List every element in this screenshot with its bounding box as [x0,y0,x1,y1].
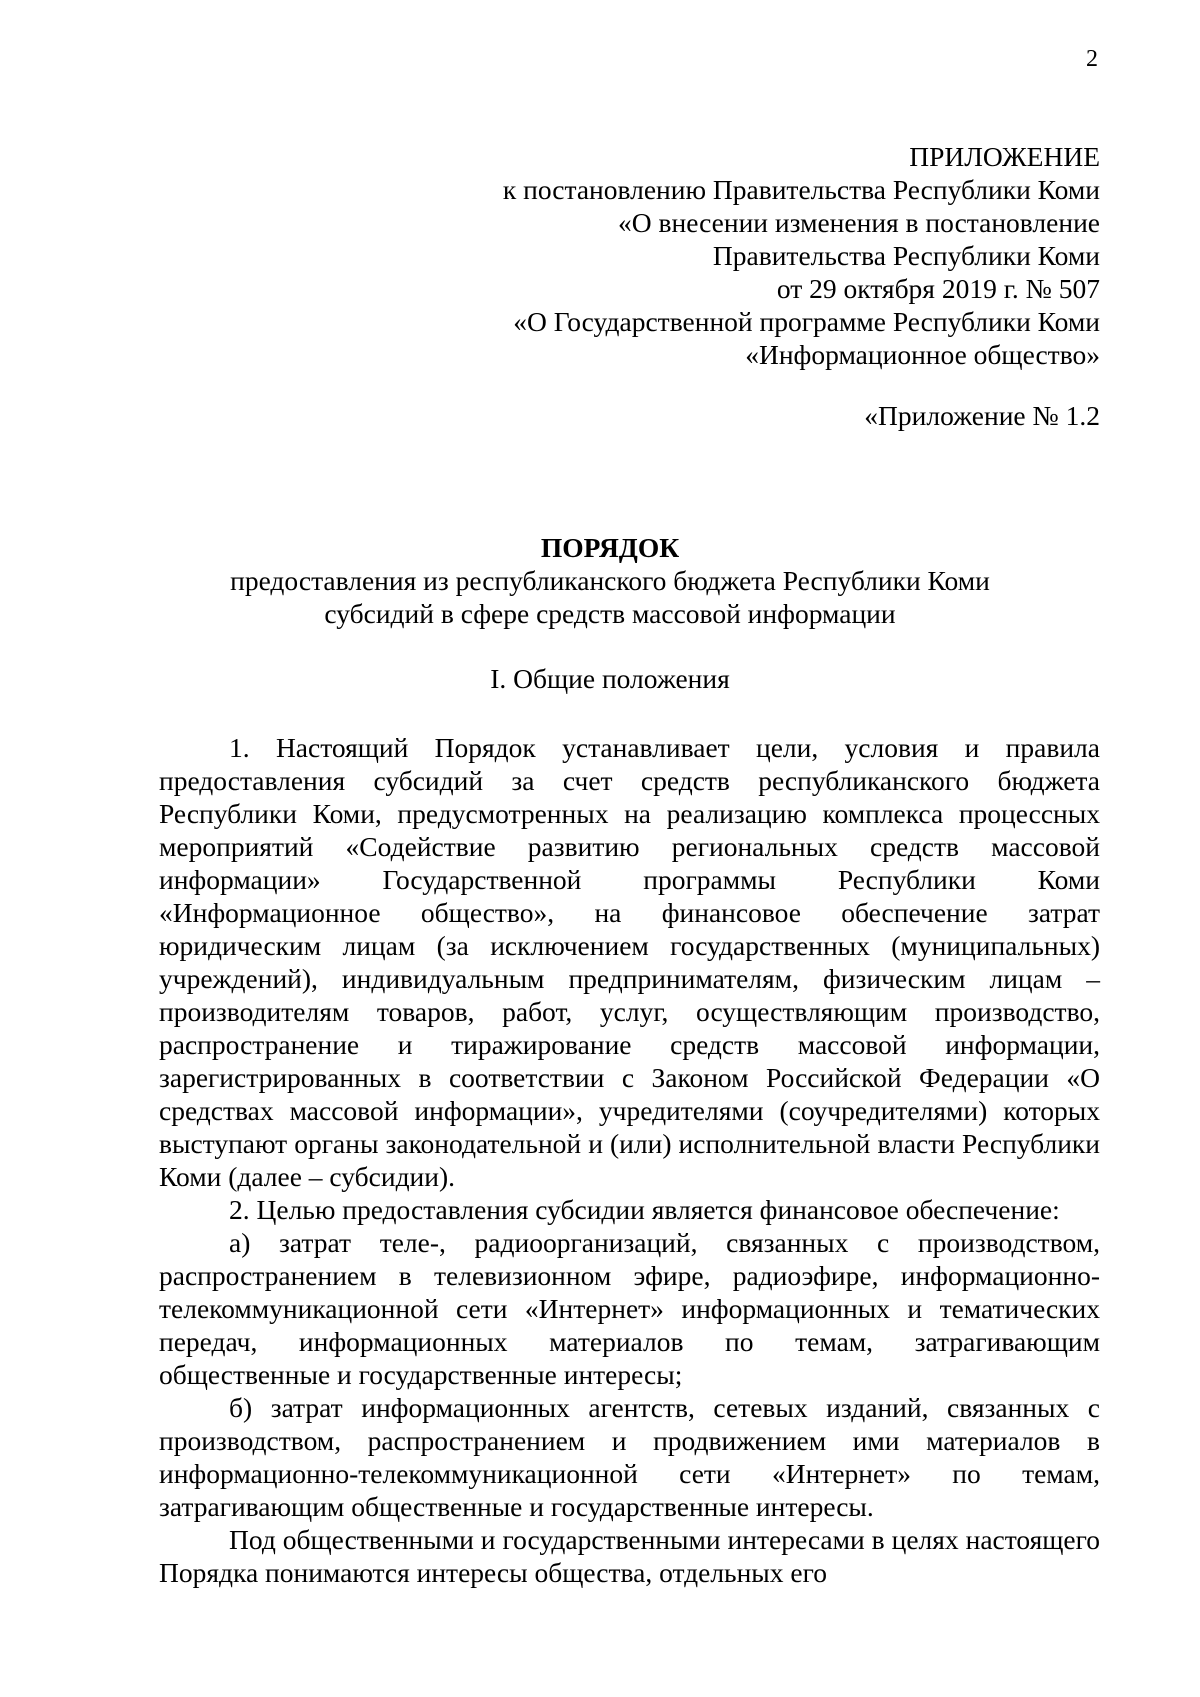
page-number: 2 [1086,46,1098,72]
appendix-line: «О внесении изменения в постановление [618,207,1100,238]
paragraph: а) затрат теле-, радиоорганизаций, связанных с производством, распространением в телевизионном эфире, радиоэфире, информационно-телекоммуникационной сети «Интернет» информационных и тематических передач, информационных материалов по темам, затрагивающим общественные и государственные интересы; [159,1227,1100,1390]
appendix-line: «Информационное общество» [745,339,1100,370]
paragraph: 1. Настоящий Порядок устанавливает цели, условия и правила предоставления субсидий за счет средств республиканского бюджета Республики Коми, предусмотренных на реализацию комплекса процессных мероприятий «Содействие развитию региональных средств массовой информации» Государственной программы Республики Коми «Информационное общество», на финансовое обеспечение затрат юридическим лицам (за исключением государственных (муниципальных) учреждений), индивидуальным предпринимателям, физическим лицам – производителям товаров, работ, услуг, осуществляющим производство, распространение и тиражирование средств массовой информации, зарегистрированных в соответствии с Законом Российской Федерации «О средствах массовой информации», учредителями (соучредителями) которых выступают органы законодательной и (или) исполнительной власти Республики Коми (далее – субсидии). [159,732,1100,1192]
paragraph: б) затрат информационных агентств, сетевых изданий, связанных с производством, распространением и продвижением ими материалов в информационно-телекоммуникационной сети «Интернет» по темам, затрагивающим общественные и государственные интересы. [159,1392,1100,1522]
document-title: ПОРЯДОК [540,532,680,563]
section-heading: I. Общие положения [490,663,730,694]
document-title-block [160,531,1060,630]
appendix-line: Правительства Республики Коми [712,240,1100,271]
document-subtitle-line: предоставления из республиканского бюджета Республики Коми [230,565,990,596]
appendix-line: к постановлению Правительства Республики Коми [502,174,1100,205]
appendix-header [300,140,1100,371]
appendix-line: ПРИЛОЖЕНИЕ [909,141,1100,172]
paragraph: Под общественными и государственными интересами в целях настоящего Порядка понимаются интересы общества, отдельных его [159,1524,1100,1588]
document-body [159,731,1100,1589]
appendix-line: «О Государственной программе Республики Коми [513,306,1100,337]
appendix-line: от 29 октября 2019 г. № 507 [776,273,1100,304]
paragraph: 2. Целью предоставления субсидии является финансовое обеспечение: [229,1194,1060,1225]
appendix-reference: «Приложение № 1.2 [864,400,1100,431]
document-subtitle-line: субсидий в сфере средств массовой информации [324,598,896,629]
